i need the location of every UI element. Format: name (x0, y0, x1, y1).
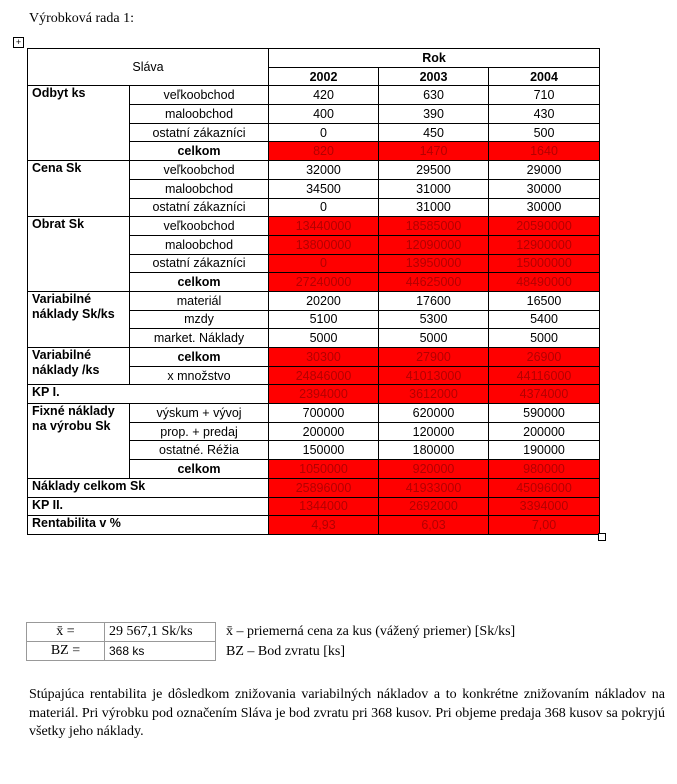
value-cell: 27900 (379, 348, 489, 367)
table-row (28, 497, 600, 516)
value-cell: 29000 (489, 161, 600, 180)
value-cell: 26900 (489, 348, 600, 367)
row-subcategory: celkom (130, 460, 269, 479)
row-subcategory: celkom (130, 273, 269, 292)
value-cell: 390 (379, 105, 489, 124)
row-subcategory: výskum + vývoj (130, 404, 269, 423)
value-cell: 15000000 (489, 254, 600, 273)
value-cell: 5100 (269, 310, 379, 329)
value-cell: 700000 (269, 404, 379, 423)
value-cell: 30300 (269, 348, 379, 367)
bz-description: BZ – Bod zvratu [ks] (226, 644, 345, 659)
table-row (28, 348, 600, 367)
value-cell: 1050000 (269, 460, 379, 479)
row-subcategory: veľkoobchod (130, 161, 269, 180)
table-row (28, 385, 600, 404)
row-subcategory: celkom (130, 142, 269, 161)
value-cell: 420 (269, 86, 379, 105)
table-row (28, 516, 600, 535)
value-cell: 27240000 (269, 273, 379, 292)
table-row (28, 86, 600, 105)
value-cell: 3612000 (379, 385, 489, 404)
value-cell: 44116000 (489, 366, 600, 385)
xbar-symbol: x̄ (226, 624, 233, 639)
value-cell: 30000 (489, 179, 600, 198)
value-cell: 200000 (269, 422, 379, 441)
value-cell: 920000 (379, 460, 489, 479)
year-header: 2003 (379, 67, 489, 86)
value-cell: 1640 (489, 142, 600, 161)
product-name-header: Sláva (28, 49, 269, 86)
row-subcategory: ostatní zákazníci (130, 254, 269, 273)
value-cell: 180000 (379, 441, 489, 460)
value-cell: 980000 (489, 460, 600, 479)
conclusion-paragraph: Stúpajúca rentabilita je dôsledkom znižovania variabilných nákladov a to konkrétne znižovaním nákladov na materiál. Pri výrobku pod označením Sláva je bod zvratu pri 368 kusov. Pri objeme predaja 368 kusov sa pokryjú všetky jeho náklady. (29, 687, 665, 739)
value-cell: 31000 (379, 179, 489, 198)
value-cell: 5300 (379, 310, 489, 329)
formula-table (26, 622, 216, 661)
row-category: KP I. (28, 385, 269, 404)
value-cell: 17600 (379, 291, 489, 310)
year-group-header: Rok (269, 49, 600, 68)
row-subcategory: ostatné. Réžia (130, 441, 269, 460)
row-subcategory: materiál (130, 291, 269, 310)
value-cell: 30000 (489, 198, 600, 217)
formula-description (226, 624, 515, 640)
product-table (27, 48, 600, 535)
row-category: Fixné náklady na výrobu Sk (28, 404, 130, 479)
value-cell: 0 (269, 123, 379, 142)
row-category: Odbyt ks (28, 86, 130, 161)
value-cell: 20590000 (489, 217, 600, 236)
value-cell: 590000 (489, 404, 600, 423)
row-category: Rentabilita v % (28, 516, 269, 535)
value-cell: 25896000 (269, 478, 379, 497)
value-cell: 20200 (269, 291, 379, 310)
value-cell: 29500 (379, 161, 489, 180)
value-cell: 450 (379, 123, 489, 142)
value-cell: 1344000 (269, 497, 379, 516)
year-header: 2002 (269, 67, 379, 86)
row-subcategory: maloobchod (130, 235, 269, 254)
value-cell: 5000 (269, 329, 379, 348)
formula-value: 368 ks (105, 642, 216, 661)
value-cell: 16500 (489, 291, 600, 310)
value-cell: 45096000 (489, 478, 600, 497)
value-cell: 48490000 (489, 273, 600, 292)
value-cell: 24846000 (269, 366, 379, 385)
value-cell: 3394000 (489, 497, 600, 516)
formula-label: BZ = (27, 642, 105, 661)
table-row (28, 161, 600, 180)
value-cell: 820 (269, 142, 379, 161)
value-cell: 4,93 (269, 516, 379, 535)
row-subcategory: maloobchod (130, 105, 269, 124)
value-cell: 710 (489, 86, 600, 105)
table-row (28, 217, 600, 236)
value-cell: 6,03 (379, 516, 489, 535)
value-cell: 2692000 (379, 497, 489, 516)
row-subcategory: prop. + predaj (130, 422, 269, 441)
value-cell: 32000 (269, 161, 379, 180)
value-cell: 120000 (379, 422, 489, 441)
row-category: KP II. (28, 497, 269, 516)
value-cell: 150000 (269, 441, 379, 460)
value-cell: 44625000 (379, 273, 489, 292)
value-cell: 0 (269, 254, 379, 273)
value-cell: 13950000 (379, 254, 489, 273)
value-cell: 430 (489, 105, 600, 124)
value-cell: 5000 (489, 329, 600, 348)
row-category: Variabilné náklady /ks (28, 348, 130, 385)
section-heading: Výrobková rada 1: (29, 11, 134, 26)
year-header: 2004 (489, 67, 600, 86)
value-cell: 13800000 (269, 235, 379, 254)
value-cell: 5000 (379, 329, 489, 348)
value-cell: 34500 (269, 179, 379, 198)
table-row (28, 404, 600, 423)
value-cell: 31000 (379, 198, 489, 217)
row-subcategory: ostatní zákazníci (130, 198, 269, 217)
value-cell: 5400 (489, 310, 600, 329)
row-subcategory: mzdy (130, 310, 269, 329)
value-cell: 41933000 (379, 478, 489, 497)
row-subcategory: veľkoobchod (130, 217, 269, 236)
table-row (28, 291, 600, 310)
formula-label: x̄ = (27, 623, 105, 642)
value-cell: 12900000 (489, 235, 600, 254)
value-cell: 400 (269, 105, 379, 124)
row-subcategory: veľkoobchod (130, 86, 269, 105)
table-resize-handle-icon[interactable] (598, 533, 606, 541)
value-cell: 13440000 (269, 217, 379, 236)
row-subcategory: x množstvo (130, 366, 269, 385)
row-subcategory: ostatní zákazníci (130, 123, 269, 142)
table-row (28, 478, 600, 497)
value-cell: 1470 (379, 142, 489, 161)
value-cell: 500 (489, 123, 600, 142)
value-cell: 4374000 (489, 385, 600, 404)
row-category: Náklady celkom Sk (28, 478, 269, 497)
value-cell: 630 (379, 86, 489, 105)
xbar-description: – priemerná cena za kus (vážený priemer) [Sk/ks] (233, 624, 516, 639)
formula-value: 29 567,1 Sk/ks (105, 623, 216, 642)
row-category: Obrat Sk (28, 217, 130, 292)
value-cell: 190000 (489, 441, 600, 460)
row-subcategory: maloobchod (130, 179, 269, 198)
value-cell: 0 (269, 198, 379, 217)
table-move-handle-icon[interactable]: + (13, 37, 24, 48)
row-category: Variabilné náklady Sk/ks (28, 291, 130, 347)
row-subcategory: celkom (130, 348, 269, 367)
value-cell: 18585000 (379, 217, 489, 236)
value-cell: 41013000 (379, 366, 489, 385)
value-cell: 620000 (379, 404, 489, 423)
value-cell: 200000 (489, 422, 600, 441)
row-subcategory: market. Náklady (130, 329, 269, 348)
value-cell: 12090000 (379, 235, 489, 254)
value-cell: 7,00 (489, 516, 600, 535)
value-cell: 2394000 (269, 385, 379, 404)
row-category: Cena Sk (28, 161, 130, 217)
